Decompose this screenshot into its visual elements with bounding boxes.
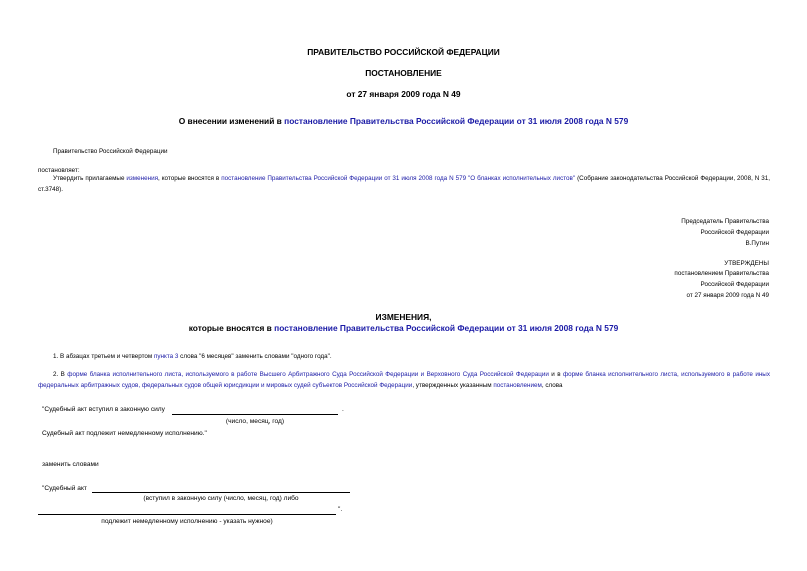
approval-approved: УТВЕРЖДЕНЫ bbox=[724, 260, 769, 267]
change-item-2 bbox=[38, 370, 770, 391]
preamble-government: Правительство Российской Федерации bbox=[53, 148, 168, 155]
old-legal-force-line: "Судебный акт вступил в законную силу bbox=[42, 406, 165, 413]
item1-clause-link[interactable]: пункта 3 bbox=[154, 353, 179, 360]
form-other-courts-link[interactable]: форме бланка исполнительного листа, используемого в работе иных федеральных арбитражных судов, федеральных судов общей юрисдикции и мировых судей субъектов Российской Федерации bbox=[38, 371, 770, 389]
new-second-underline bbox=[38, 514, 336, 515]
change-item-1 bbox=[53, 353, 332, 360]
changes-subtitle-prefix: которые вносятся в bbox=[188, 323, 275, 333]
new-line-end: ". bbox=[338, 506, 343, 513]
changes-subtitle bbox=[0, 323, 807, 333]
new-caption-2: подлежит немедленному исполнению - указать нужное) bbox=[101, 518, 273, 525]
item1-text-2: слова "6 месяцев" заменить словами "одного года". bbox=[178, 353, 332, 360]
decree-579-link[interactable]: постановление Правительства Российской Федерации от 31 июля 2008 года N 579 "О бланках исполнительных листов" bbox=[221, 175, 576, 182]
org-name: ПРАВИТЕЛЬСТВО РОССИЙСКОЙ ФЕДЕРАЦИИ bbox=[307, 47, 500, 57]
title-decree-link[interactable]: постановление Правительства Российской Федерации от 31 июля 2008 года N 579 bbox=[284, 116, 629, 126]
item2-text-2: и в bbox=[548, 371, 563, 378]
item2-text-3: , утвержденных указанным bbox=[412, 381, 494, 389]
approval-by-decree: постановлением Правительства bbox=[674, 270, 769, 277]
old-line-end: . bbox=[342, 406, 344, 413]
doc-title-prefix: О внесении изменений в bbox=[178, 116, 285, 126]
approve-text-2: , которые вносятся в bbox=[158, 175, 222, 182]
preamble-decrees: постановляет: bbox=[38, 167, 80, 174]
doc-date-number: от 27 января 2009 года N 49 bbox=[346, 89, 461, 99]
new-caption-1: (вступил в законную силу (число, месяц, год) либо bbox=[143, 495, 299, 502]
item2-decree-link[interactable]: постановлением bbox=[493, 381, 542, 389]
signature-country: Российской Федерации bbox=[700, 229, 769, 236]
new-first-underline bbox=[92, 492, 350, 493]
changes-subtitle-link[interactable]: постановление Правительства Российской Федерации от 31 июля 2008 года N 579 bbox=[274, 323, 619, 333]
changes-link[interactable]: изменения bbox=[126, 175, 159, 182]
old-date-caption: (число, месяц, год) bbox=[225, 418, 285, 425]
approval-date: от 27 января 2009 года N 49 bbox=[686, 292, 769, 299]
old-immediate-line: Судебный акт подлежит немедленному исполнению." bbox=[42, 430, 207, 437]
doc-type: ПОСТАНОВЛЕНИЕ bbox=[365, 68, 442, 78]
doc-title bbox=[0, 116, 807, 126]
form-supreme-courts-link[interactable]: форме бланка исполнительного листа, используемого в работе Высшего Арбитражного Суда Российской Федерации и Верховного Суда Российской Федерации bbox=[67, 371, 549, 378]
new-judicial-act-line: "Судебный акт bbox=[42, 485, 87, 492]
approve-paragraph bbox=[38, 174, 770, 195]
signature-title: Председатель Правительства bbox=[681, 218, 769, 225]
item2-text-4: , слова bbox=[541, 381, 563, 389]
item2-text-1: 2. В bbox=[53, 371, 68, 378]
signature-name: В.Путин bbox=[745, 240, 769, 247]
approve-text-3: (Собрание законодательства Российской Федерации, 2008, N 31, ст.3748). bbox=[38, 175, 771, 193]
item1-text-1: 1. В абзацах третьем и четвертом bbox=[53, 353, 154, 360]
old-date-underline bbox=[172, 414, 338, 415]
approve-text-1: Утвердить прилагаемые bbox=[53, 175, 127, 182]
changes-title: ИЗМЕНЕНИЯ, bbox=[375, 312, 432, 322]
replace-label: заменить словами bbox=[42, 461, 99, 468]
approval-country: Российской Федерации bbox=[700, 281, 769, 288]
